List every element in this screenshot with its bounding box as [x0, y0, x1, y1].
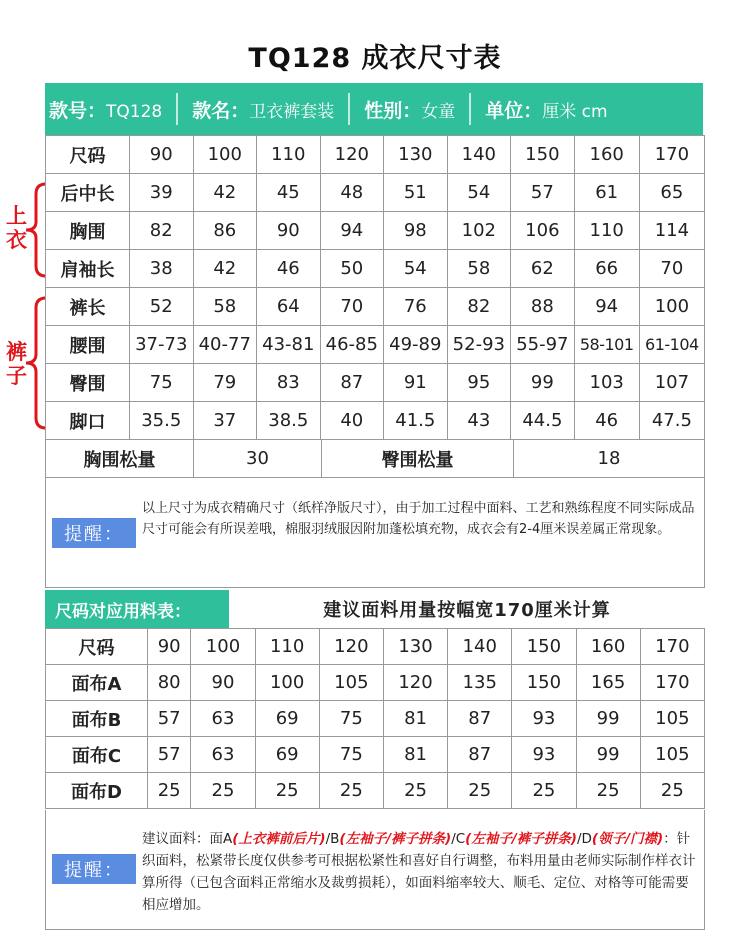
size-header-cell: 130 [384, 136, 448, 174]
table-cell: 54 [384, 250, 448, 288]
table-row [46, 326, 705, 364]
unit-value: 厘米 cm [542, 101, 608, 122]
top-group-label: 上衣 [6, 204, 27, 252]
info-bar [45, 83, 703, 135]
row-label: 脚口 [46, 402, 130, 440]
table-cell: 90 [191, 665, 255, 701]
size-header-row [46, 136, 705, 174]
table-cell: 57 [148, 737, 191, 773]
table-row [46, 737, 705, 773]
reminder-box [45, 478, 705, 588]
table-cell: 57 [148, 701, 191, 737]
chest-looseness-value: 30 [194, 440, 322, 477]
style-no [45, 96, 162, 123]
size-header-cell: 140 [447, 136, 511, 174]
table-cell: 93 [512, 701, 576, 737]
table-cell: 25 [255, 773, 319, 809]
row-label: 裤长 [46, 288, 130, 326]
fabric-reminder-pill: 提醒： [52, 854, 136, 884]
table-cell: 58 [447, 250, 511, 288]
table-cell: 75 [130, 364, 194, 402]
size-header-cell: 160 [574, 136, 639, 174]
table-row [46, 212, 705, 250]
table-row [46, 250, 705, 288]
chest-looseness-label: 胸围松量 [46, 440, 194, 477]
table-cell: 25 [640, 773, 704, 809]
table-cell: 105 [640, 737, 704, 773]
table-cell: 42 [193, 250, 257, 288]
fabric-table [45, 628, 705, 809]
table-cell: 69 [255, 701, 319, 737]
table-cell: 37 [193, 402, 257, 440]
table-cell: 70 [320, 288, 384, 326]
table-cell: 107 [639, 364, 704, 402]
table-cell: 49-89 [384, 326, 448, 364]
row-label: 臀围 [46, 364, 130, 402]
table-cell: 150 [512, 665, 576, 701]
table-cell: 81 [383, 701, 447, 737]
table-row [46, 701, 705, 737]
size-header-cell: 110 [255, 629, 319, 665]
table-cell: 99 [576, 701, 640, 737]
table-cell: 69 [255, 737, 319, 773]
table-cell: 66 [574, 250, 639, 288]
row-label: 胸围 [46, 212, 130, 250]
table-row [46, 773, 705, 809]
table-cell: 98 [384, 212, 448, 250]
fabric-header-note: 建议面料用量按幅宽170厘米计算 [323, 600, 611, 621]
size-header-cell: 100 [193, 136, 257, 174]
table-cell: 45 [257, 174, 321, 212]
table-cell: 93 [512, 737, 576, 773]
table-cell: 58-101 [574, 326, 639, 364]
table-cell: 42 [193, 174, 257, 212]
table-cell: 76 [384, 288, 448, 326]
table-cell: 95 [447, 364, 511, 402]
table-cell: 61-104 [639, 326, 704, 364]
table-cell: 48 [320, 174, 384, 212]
gender-label: 性别： [364, 99, 422, 122]
row-label: 腰围 [46, 326, 130, 364]
size-header-label: 尺码 [46, 136, 130, 174]
table-cell: 90 [257, 212, 321, 250]
style-no-value: TQ128 [106, 101, 163, 122]
table-cell: 40-77 [193, 326, 257, 364]
table-cell: 87 [448, 737, 512, 773]
table-cell: 43 [447, 402, 511, 440]
size-header-cell: 130 [383, 629, 447, 665]
table-cell: 87 [320, 364, 384, 402]
table-cell: 99 [511, 364, 575, 402]
table-cell: 82 [447, 288, 511, 326]
table-cell: 114 [639, 212, 704, 250]
fabric-note-part: 建议面料：面A [142, 831, 233, 847]
fabric-note-part: /B [325, 831, 340, 847]
fabric-note-highlight: (左袖子/裤子拼条) [465, 831, 577, 847]
fabric-header [45, 590, 705, 628]
table-cell: 83 [257, 364, 321, 402]
table-row [46, 174, 705, 212]
fabric-note-part: /D [576, 831, 592, 847]
table-cell: 99 [576, 737, 640, 773]
style-name-value: 卫衣裤套装 [249, 101, 335, 122]
size-table [45, 135, 705, 440]
table-cell: 86 [193, 212, 257, 250]
table-cell: 52 [130, 288, 194, 326]
table-cell: 41.5 [384, 402, 448, 440]
table-cell: 81 [383, 737, 447, 773]
table-cell: 105 [319, 665, 383, 701]
table-cell: 46 [574, 402, 639, 440]
row-label: 肩袖长 [46, 250, 130, 288]
table-cell: 52-93 [447, 326, 511, 364]
table-cell: 94 [574, 288, 639, 326]
table-cell: 47.5 [639, 402, 704, 440]
bottom-group-label: 裤子 [6, 340, 27, 388]
table-row [46, 402, 705, 440]
style-no-label: 款号： [49, 99, 107, 122]
table-cell: 25 [319, 773, 383, 809]
table-cell: 38 [130, 250, 194, 288]
table-cell: 82 [130, 212, 194, 250]
table-cell: 79 [193, 364, 257, 402]
size-header-cell: 150 [511, 136, 575, 174]
table-cell: 70 [639, 250, 704, 288]
table-cell: 25 [383, 773, 447, 809]
table-cell: 44.5 [511, 402, 575, 440]
table-cell: 40 [320, 402, 384, 440]
table-cell: 105 [640, 701, 704, 737]
hip-looseness-value: 18 [597, 448, 621, 469]
row-label: 面布A [46, 665, 148, 701]
fabric-reminder-text [142, 828, 698, 916]
size-header-row [46, 629, 705, 665]
table-row [46, 288, 705, 326]
reminder-text: 以上尺寸为成衣精确尺寸（纸样净版尺寸），由于加工过程中面料、工艺和熟练程度不同实际成品尺寸可能会有所误差哦，棉服羽绒服因附加蓬松填充物，成衣会有2-4厘米误差属正常现象。 [142, 501, 695, 537]
hip-looseness-label: 臀围松量 [322, 440, 514, 477]
table-cell: 43-81 [257, 326, 321, 364]
table-cell: 25 [191, 773, 255, 809]
divider [469, 93, 471, 125]
table-cell: 46-85 [320, 326, 384, 364]
table-cell: 110 [574, 212, 639, 250]
table-cell: 51 [384, 174, 448, 212]
table-cell: 75 [319, 737, 383, 773]
table-cell: 87 [448, 701, 512, 737]
size-header-cell: 170 [640, 629, 704, 665]
fabric-note-part: /C [451, 831, 466, 847]
table-cell: 62 [511, 250, 575, 288]
table-cell: 88 [511, 288, 575, 326]
size-header-cell: 90 [130, 136, 194, 174]
size-header-cell: 120 [319, 629, 383, 665]
size-header-cell: 110 [257, 136, 321, 174]
table-cell: 25 [512, 773, 576, 809]
style-name [192, 96, 334, 123]
table-cell: 106 [511, 212, 575, 250]
table-cell: 94 [320, 212, 384, 250]
table-cell: 75 [319, 701, 383, 737]
fabric-note-highlight: (上衣裤前后片) [232, 831, 326, 847]
size-header-cell: 90 [148, 629, 191, 665]
table-cell: 25 [148, 773, 191, 809]
reminder-pill: 提醒： [52, 518, 136, 548]
table-cell: 80 [148, 665, 191, 701]
table-cell: 39 [130, 174, 194, 212]
unit [485, 96, 607, 123]
divider [348, 93, 350, 125]
size-header-cell: 140 [448, 629, 512, 665]
size-header-label: 尺码 [46, 629, 148, 665]
table-cell: 165 [576, 665, 640, 701]
table-cell: 37-73 [130, 326, 194, 364]
divider [176, 93, 178, 125]
page-title: TQ128 成衣尺寸表 [248, 43, 502, 74]
table-cell: 91 [384, 364, 448, 402]
fabric-header-label: 尺码对应用料表： [45, 590, 229, 628]
fabric-note-highlight: (领子/门襟) [591, 831, 664, 847]
table-cell: 64 [257, 288, 321, 326]
table-cell: 46 [257, 250, 321, 288]
table-row [46, 364, 705, 402]
table-cell: 58 [193, 288, 257, 326]
table-cell: 135 [448, 665, 512, 701]
table-cell: 170 [640, 665, 704, 701]
table-cell: 61 [574, 174, 639, 212]
table-cell: 54 [447, 174, 511, 212]
fabric-note-part: ：针织面料，松紧带长度仅供参考可根据松紧性和喜好自行调整，布料用量由老师实际制作样衣计算所得（已包含面料正常缩水及裁剪损耗），如面料缩率较大、顺毛、定位、对格等可能需要相应增加。 [142, 831, 696, 913]
table-cell: 65 [639, 174, 704, 212]
table-cell: 35.5 [130, 402, 194, 440]
row-label: 面布C [46, 737, 148, 773]
row-label: 面布D [46, 773, 148, 809]
row-label: 面布B [46, 701, 148, 737]
table-cell: 100 [639, 288, 704, 326]
style-name-label: 款名： [192, 99, 250, 122]
fabric-reminder-box [45, 810, 705, 930]
table-cell: 103 [574, 364, 639, 402]
table-cell: 100 [255, 665, 319, 701]
size-header-cell: 170 [639, 136, 704, 174]
table-cell: 57 [511, 174, 575, 212]
size-header-cell: 150 [512, 629, 576, 665]
gender-value: 女童 [421, 101, 456, 122]
size-header-cell: 120 [320, 136, 384, 174]
fabric-note-highlight: (左袖子/裤子拼条) [339, 831, 452, 847]
gender [364, 96, 455, 123]
unit-label: 单位： [485, 99, 543, 122]
table-cell: 55-97 [511, 326, 575, 364]
table-cell: 25 [448, 773, 512, 809]
table-cell: 63 [191, 701, 255, 737]
table-cell: 63 [191, 737, 255, 773]
table-cell: 25 [576, 773, 640, 809]
size-header-cell: 160 [576, 629, 640, 665]
looseness-row [45, 440, 705, 478]
table-cell: 50 [320, 250, 384, 288]
table-cell: 120 [383, 665, 447, 701]
table-row [46, 665, 705, 701]
row-label: 后中长 [46, 174, 130, 212]
size-header-cell: 100 [191, 629, 255, 665]
table-cell: 38.5 [257, 402, 321, 440]
table-cell: 102 [447, 212, 511, 250]
